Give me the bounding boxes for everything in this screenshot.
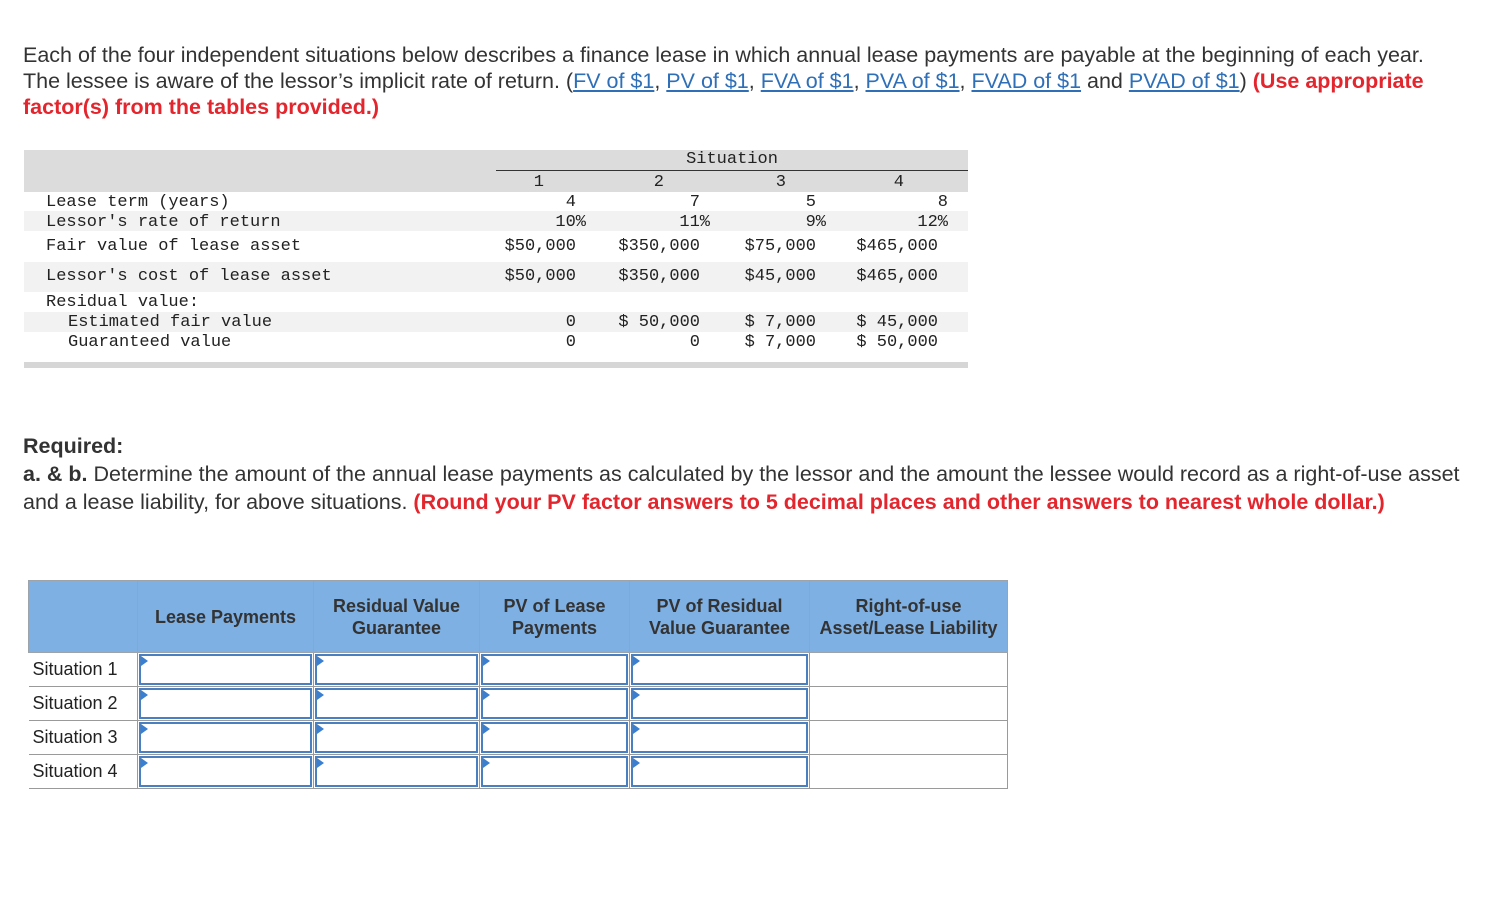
situation-number: 1 [533,173,544,192]
cell-value: $ 50,000 [856,333,938,352]
cell-value: 0 [689,333,700,352]
residual-guarantee-input[interactable] [315,722,478,753]
separator: ) [1239,69,1253,93]
rou-value-cell [810,687,1008,721]
cell-value: 10% [555,213,586,232]
intro-instruction: (Use appropriate factor(s) from the tables provided.) [23,69,1424,119]
header-pv-lease-payments: PV of Lease Payments [480,581,630,653]
separator: , [748,69,761,93]
marker-icon [483,724,490,734]
required-section [23,432,1463,516]
cell-value: 0 [565,313,576,332]
row-label: Situation 1 [29,653,138,687]
rou-value-cell [810,721,1008,755]
lease-payment-input[interactable] [139,722,312,753]
pv-lease-input[interactable] [481,688,628,719]
pv-residual-input[interactable] [631,654,808,685]
marker-icon [633,690,640,700]
marker-icon [633,656,640,666]
header-rou-asset: Right-of-use Asset/Lease Liability [810,581,1008,653]
grid-row-situation-3 [29,721,1008,755]
table-bottom-rule [24,362,968,368]
row-label-guaranteed: Guaranteed value [68,333,232,352]
rou-value-cell [810,755,1008,789]
marker-icon [633,724,640,734]
required-text: Determine the amount of the annual lease payments as calculated by the lessor and the amount the lessee would record as a right-of-use asset and a lease liability, for above situations. [23,462,1460,514]
problem-intro [23,42,1463,120]
residual-guarantee-input[interactable] [315,688,478,719]
pv-lease-input[interactable] [481,654,628,685]
header-lease-payments: Lease Payments [138,581,314,653]
required-instruction: (Round your PV factor answers to 5 decimal places and other answers to nearest whole dollar.) [413,490,1385,514]
row-label-fair-value: Fair value of lease asset [46,237,302,256]
marker-icon [141,656,148,666]
situation-number: 4 [893,173,904,192]
pvad-link[interactable]: PVAD of $1 [1128,69,1240,93]
marker-icon [633,758,640,768]
cell-value: 11% [679,213,710,232]
pv-lease-input[interactable] [481,756,628,787]
required-lead: a. & b. [23,462,88,486]
marker-icon [317,724,324,734]
cell-value: 9% [805,213,826,232]
row-label-cost: Lessor's cost of lease asset [46,267,332,286]
fva-link[interactable]: FVA of $1 [760,69,854,93]
marker-icon [141,758,148,768]
cell-value: $ 7,000 [744,313,816,332]
situation-number: 2 [653,173,664,192]
pv-residual-input[interactable] [631,756,808,787]
residual-guarantee-input[interactable] [315,654,478,685]
cell-value: 12% [917,213,948,232]
pv-residual-input[interactable] [631,688,808,719]
separator: , [654,69,667,93]
pv-residual-input[interactable] [631,722,808,753]
lease-payment-input[interactable] [139,756,312,787]
cell-value: $50,000 [504,237,576,256]
marker-icon [483,690,490,700]
grid-row-situation-1 [29,653,1008,687]
residual-guarantee-input[interactable] [315,756,478,787]
cell-value: $350,000 [618,267,700,286]
cell-value: $ 45,000 [856,313,938,332]
pva-link[interactable]: PVA of $1 [865,69,960,93]
cell-value: $350,000 [618,237,700,256]
marker-icon [483,758,490,768]
row-label-lease-term: Lease term (years) [46,193,230,212]
pv-link[interactable]: PV of $1 [666,69,749,93]
cell-value: 8 [937,193,948,212]
cell-value: $75,000 [744,237,816,256]
row-label: Situation 3 [29,721,138,755]
separator: , [959,69,972,93]
fv-link[interactable]: FV of $1 [573,69,655,93]
grid-row-situation-2 [29,687,1008,721]
cell-value: 4 [565,193,576,212]
cell-value: 0 [565,333,576,352]
marker-icon [317,690,324,700]
cell-value: $ 50,000 [618,313,700,332]
row-label-rate: Lessor's rate of return [46,213,281,232]
separator: and [1081,69,1129,93]
cell-value: $465,000 [856,237,938,256]
grid-header-blank [29,581,138,653]
row-label: Situation 2 [29,687,138,721]
cell-value: $50,000 [504,267,576,286]
cell-value: 7 [689,193,700,212]
marker-icon [141,724,148,734]
cell-value: $ 7,000 [744,333,816,352]
marker-icon [317,656,324,666]
fvad-link[interactable]: FVAD of $1 [971,69,1082,93]
answer-grid [28,580,1008,789]
row-label-estimated: Estimated fair value [68,313,273,332]
separator: , [853,69,866,93]
header-pv-residual: PV of Residual Value Guarantee [630,581,810,653]
cell-value: 5 [805,193,816,212]
situation-number: 3 [775,173,786,192]
lease-payment-input[interactable] [139,688,312,719]
marker-icon [483,656,490,666]
lease-payment-input[interactable] [139,654,312,685]
cell-value: $465,000 [856,267,938,286]
row-label-residual: Residual value: [46,293,200,312]
rou-value-cell [810,653,1008,687]
cell-value: $45,000 [744,267,816,286]
intro-text: Each of the four independent situations below describes a finance lease in which annual lease payments are payable at the beginning of each year. The lessee is aware of the lessor’s implicit rate of return. ( [23,43,1424,93]
marker-icon [141,690,148,700]
situation-rule [496,170,968,171]
grid-header-row [29,581,1008,653]
grid-row-situation-4 [29,755,1008,789]
required-title: Required: [23,434,124,458]
pv-lease-input[interactable] [481,722,628,753]
situation-header: Situation [686,150,778,169]
header-residual-guarantee: Residual Value Guarantee [314,581,480,653]
row-label: Situation 4 [29,755,138,789]
marker-icon [317,758,324,768]
